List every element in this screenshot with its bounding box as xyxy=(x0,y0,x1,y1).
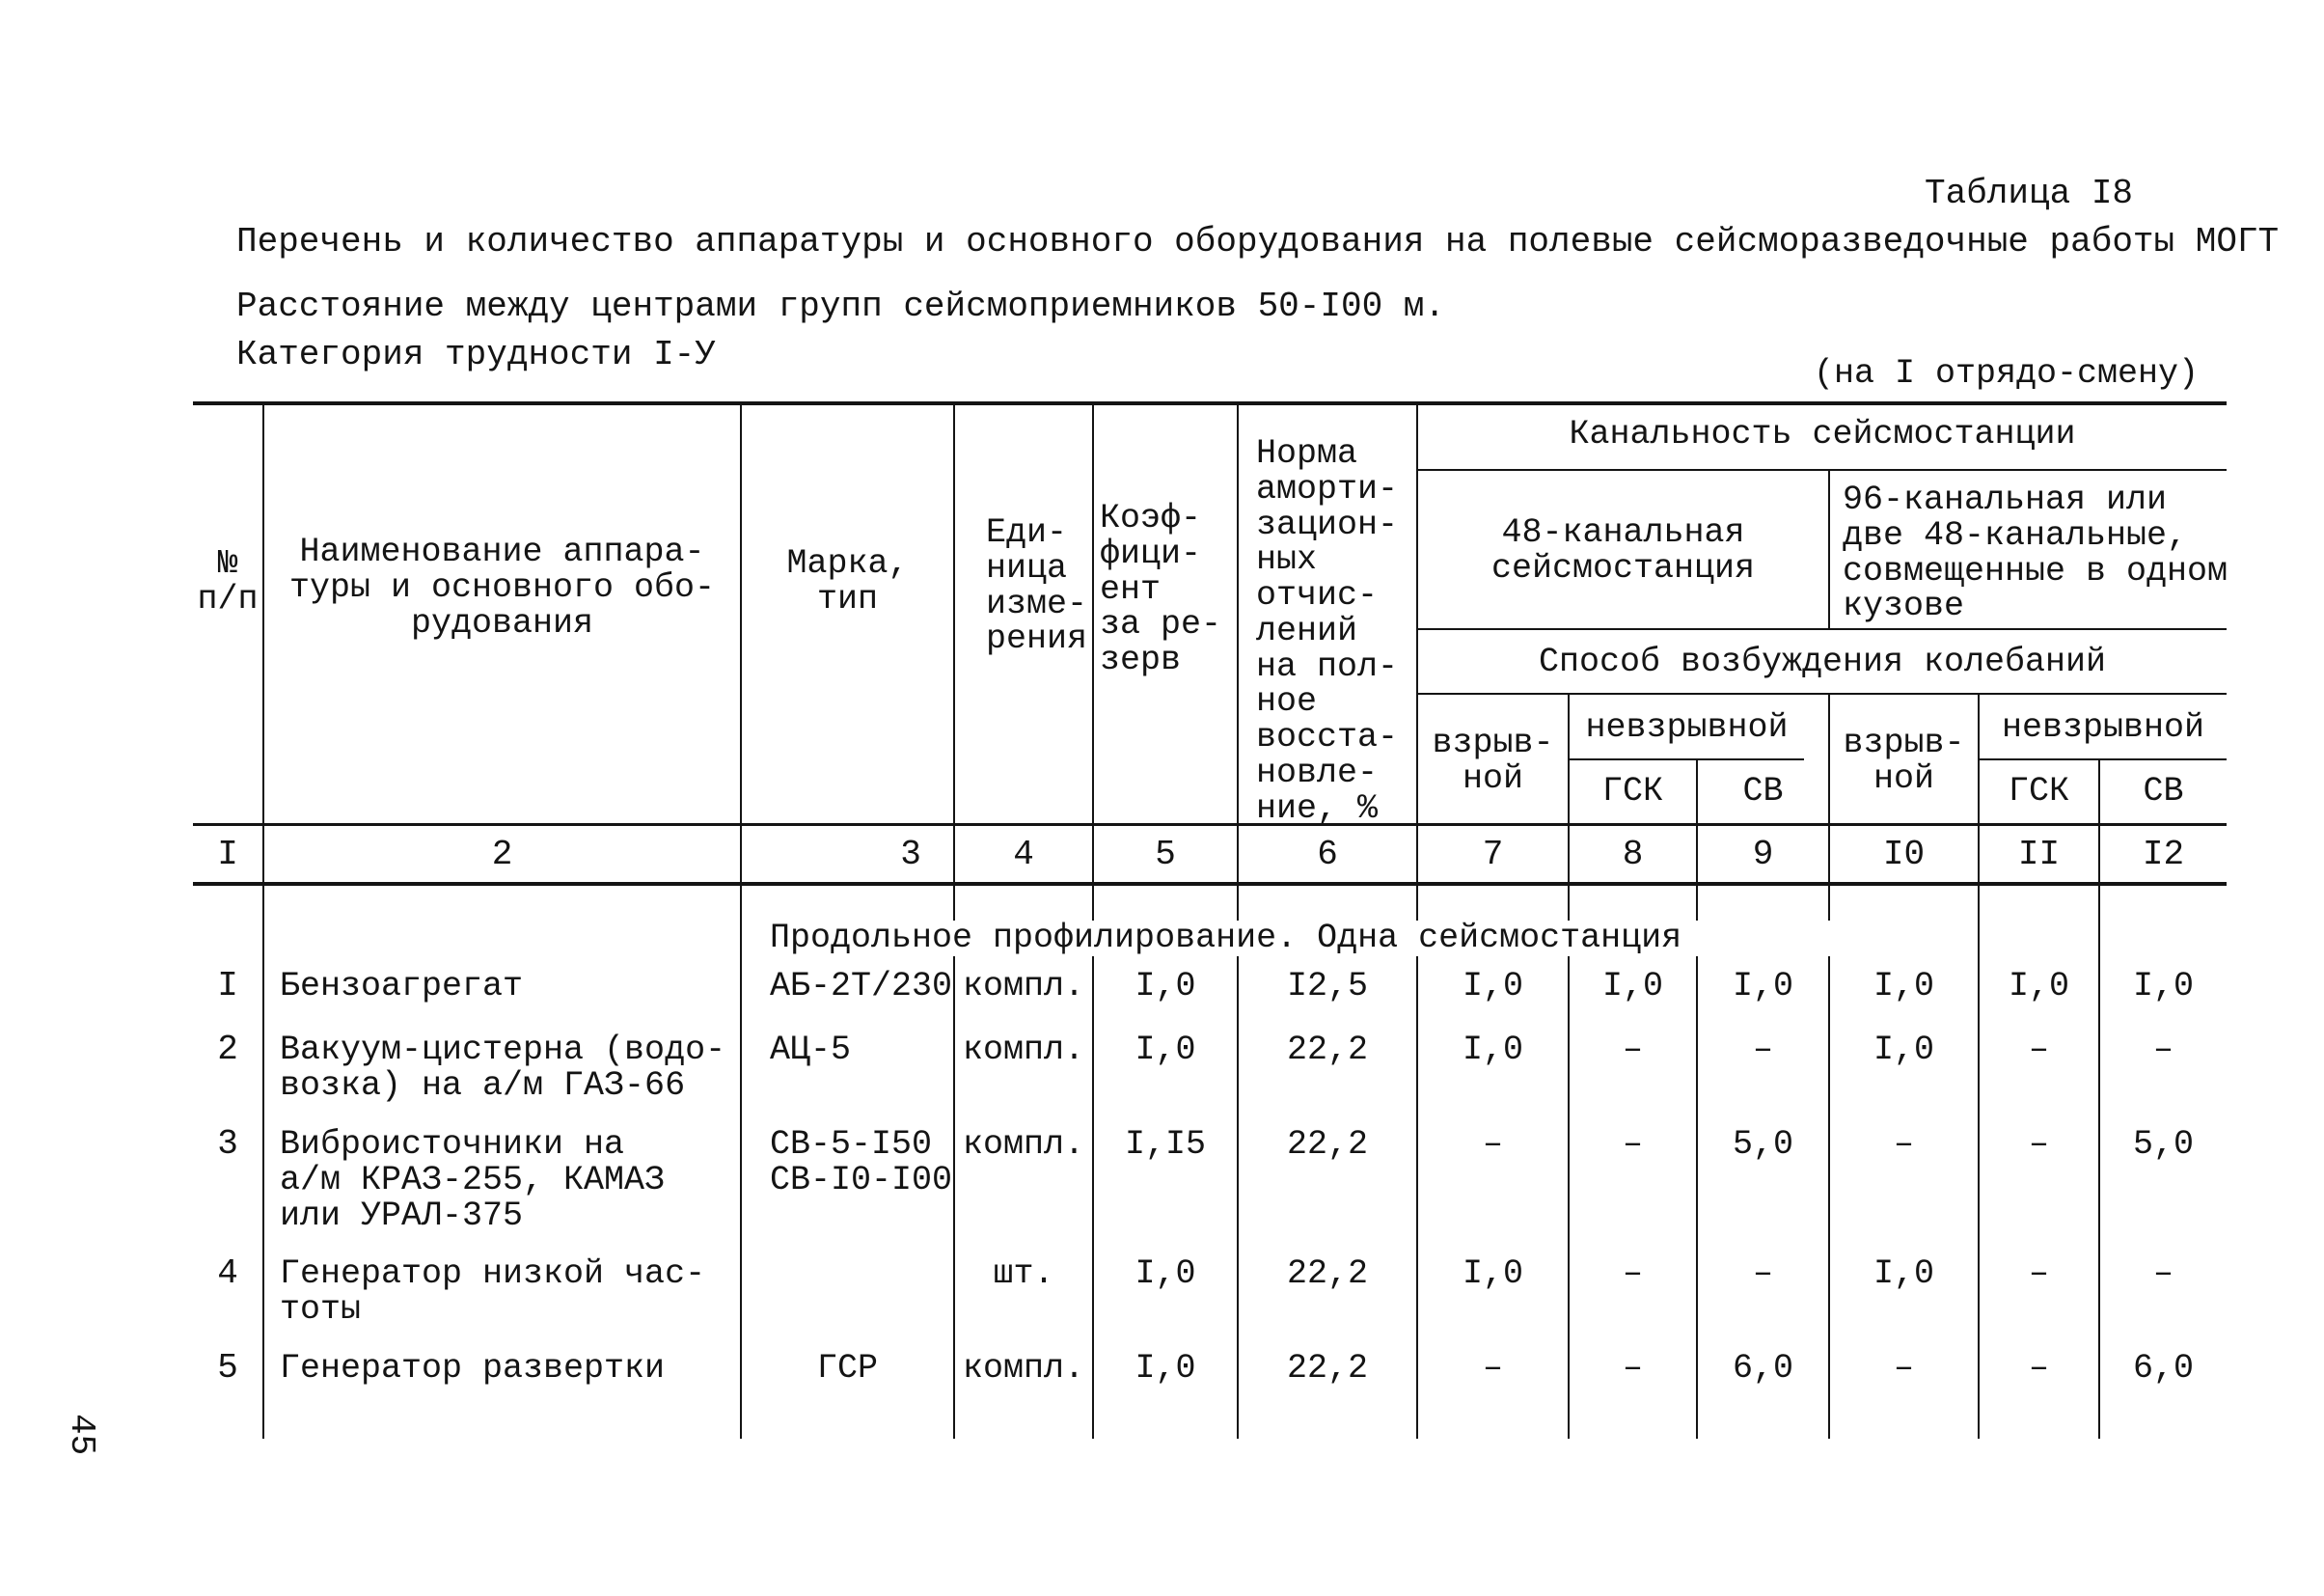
header-channel: Канальность сейсмостанции xyxy=(1569,415,2076,454)
row-value: I,0 xyxy=(2132,967,2194,1005)
header-reserve: Коэф- фици- ент за ре- зерв xyxy=(1100,499,1222,679)
row-unit: компл. xyxy=(962,967,1085,1005)
row-value: – xyxy=(1893,1125,1914,1164)
section-heading: Продольное профилирование. Одна сейсмостанция xyxy=(770,921,1933,956)
row-value: I,0 xyxy=(1462,1254,1523,1293)
row-coef: I,I5 xyxy=(1124,1125,1206,1164)
row-value: – xyxy=(1482,1349,1503,1388)
row-coef: I,0 xyxy=(1135,1254,1196,1293)
row-value: I,0 xyxy=(1732,967,1793,1005)
header-nonexplosive-96: невзрывной xyxy=(2001,708,2205,747)
column-number: 3 xyxy=(900,835,921,874)
row-value: 5,0 xyxy=(2132,1125,2194,1164)
column-number: II xyxy=(2017,835,2061,874)
category-note: Категория трудности I-У xyxy=(236,335,716,374)
row-value: – xyxy=(1622,1254,1643,1293)
row-norm: 22,2 xyxy=(1286,1125,1368,1164)
row-number: 4 xyxy=(217,1253,238,1293)
header-name: Наименование аппара- туры и основного обо- рудования xyxy=(288,533,716,643)
header-method: Способ возбуждения колебаний xyxy=(1538,643,2107,681)
row-value: – xyxy=(1482,1125,1503,1164)
row-value: I,0 xyxy=(1873,967,1934,1005)
row-value: – xyxy=(1893,1349,1914,1388)
header-gsk-48: ГСК xyxy=(1601,772,1663,811)
row-name: Генератор низкой час- тоты xyxy=(280,1254,706,1329)
column-number: 5 xyxy=(1155,835,1176,874)
header-96-channel: 96-канальная или две 48-канальные, совмещенные в одном кузове xyxy=(1843,481,2228,626)
row-number: 5 xyxy=(217,1348,238,1388)
equipment-table xyxy=(193,401,2227,1439)
row-value: I,0 xyxy=(1462,1031,1523,1069)
table-label: Таблица I8 xyxy=(1925,174,2134,213)
row-name: Генератор развертки xyxy=(280,1349,666,1388)
header-number: № п/п xyxy=(197,544,259,619)
row-coef: I,0 xyxy=(1135,967,1196,1005)
row-value: – xyxy=(2152,1031,2174,1069)
row-number: 3 xyxy=(217,1124,238,1164)
row-name: Бензоагрегат xyxy=(280,967,524,1005)
row-number: 2 xyxy=(217,1030,238,1069)
row-mark: АЦ-5 xyxy=(770,1031,852,1069)
row-coef: I,0 xyxy=(1135,1349,1196,1388)
row-value: – xyxy=(1752,1031,1773,1069)
row-value: – xyxy=(1752,1254,1773,1293)
row-value: – xyxy=(1622,1031,1643,1069)
row-name: Виброисточники на а/м КРАЗ-255, КАМАЗ или УРАЛ-375 xyxy=(280,1125,666,1235)
row-value: 6,0 xyxy=(1732,1349,1793,1388)
column-number: 9 xyxy=(1752,835,1774,874)
row-norm: I2,5 xyxy=(1286,967,1368,1005)
row-value: I,0 xyxy=(1462,967,1523,1005)
row-value: – xyxy=(2028,1254,2049,1293)
column-number: 7 xyxy=(1482,835,1504,874)
row-value: I,0 xyxy=(1873,1031,1934,1069)
column-number: 8 xyxy=(1622,835,1644,874)
header-gsk-96: ГСК xyxy=(2008,772,2069,811)
header-explosive-48: взрыв- ной xyxy=(1432,724,1554,798)
row-value: I,0 xyxy=(1601,967,1663,1005)
row-mark: ГСР xyxy=(816,1349,878,1388)
row-norm: 22,2 xyxy=(1286,1349,1368,1388)
header-nonexplosive-48: невзрывной xyxy=(1585,708,1789,747)
header-explosive-96: взрыв- ной xyxy=(1843,724,1965,798)
column-number: 2 xyxy=(491,835,513,874)
header-48-channel: 48-канальная сейсмостанция xyxy=(1490,513,1756,588)
column-number: I xyxy=(217,835,238,874)
row-name: Вакуум-цистерна (водо- возка) на а/м ГАЗ-66 xyxy=(280,1031,726,1105)
row-value: – xyxy=(1622,1349,1643,1388)
row-unit: компл. xyxy=(962,1125,1085,1164)
row-value: 6,0 xyxy=(2132,1349,2194,1388)
row-mark: СВ-5-I50 СВ-I0-I00 xyxy=(770,1125,953,1199)
column-number: I0 xyxy=(1882,835,1926,874)
document-title: Перечень и количество аппаратуры и основного оборудования на полевые сейсморазведочные работы МОГТ xyxy=(236,222,2280,261)
header-mark: Марка, тип xyxy=(786,544,909,619)
column-number: I2 xyxy=(2142,835,2185,874)
row-value: – xyxy=(2028,1349,2049,1388)
column-number: 6 xyxy=(1317,835,1338,874)
row-value: – xyxy=(2028,1125,2049,1164)
distance-note: Расстояние между центрами групп сейсмоприемников 50-I00 м. xyxy=(236,287,1446,326)
per-shift-note: (на I отрядо-смену) xyxy=(1814,354,2200,393)
row-value: I,0 xyxy=(1873,1254,1934,1293)
row-mark: АБ-2Т/230 xyxy=(770,967,953,1005)
row-value: – xyxy=(2152,1254,2174,1293)
row-norm: 22,2 xyxy=(1286,1254,1368,1293)
row-unit: компл. xyxy=(962,1349,1085,1388)
row-unit: шт. xyxy=(993,1254,1054,1293)
header-sv-48: СВ xyxy=(1742,772,1784,811)
row-value: I,0 xyxy=(2008,967,2069,1005)
row-value: 5,0 xyxy=(1732,1125,1793,1164)
row-unit: компл. xyxy=(962,1031,1085,1069)
row-value: – xyxy=(1622,1125,1643,1164)
row-value: – xyxy=(2028,1031,2049,1069)
row-coef: I,0 xyxy=(1135,1031,1196,1069)
page-number: 45 xyxy=(62,1414,101,1456)
column-number: 4 xyxy=(1013,835,1034,874)
row-norm: 22,2 xyxy=(1286,1031,1368,1069)
row-number: I xyxy=(217,966,238,1005)
header-depreciation: Норма аморти- зацион- ных отчис- лений на пол- ное восста- новле- ние, % xyxy=(1256,434,1399,828)
header-unit: Еди- ница изме- рения xyxy=(986,513,1088,659)
header-sv-96: СВ xyxy=(2143,772,2184,811)
